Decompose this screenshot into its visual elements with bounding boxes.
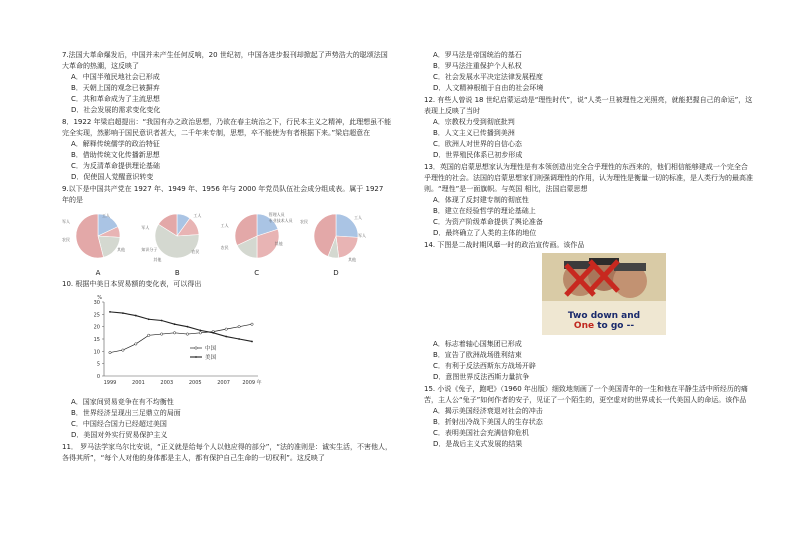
y-tick-label-1: 5: [96, 361, 100, 368]
series-1-line: [110, 312, 252, 342]
q15-option-b[interactable]: B．折射出冷战下美国人的生存状态: [433, 418, 543, 426]
q10-option-b[interactable]: B．世界经济呈现出三足鼎立的局面: [71, 409, 181, 417]
q8-stem: 8．1922 年梁启超提出：“我国有办之政治思想，乃欲在春主统治之下，行民本主义之精神，此理想虽不能完全实现，然影响于国民意识者甚大，二千年来专制，思想，卒不能使为有者根据下来。”梁启超意在: [62, 118, 392, 137]
q12-stem: 12. 有些人曾说 18 世纪启蒙运动是“理性时代”，说“人类一旦被理性之光照亮，就能把握自己的命运”，这表现上反映了当时: [424, 96, 753, 115]
pie-letter-c: C: [254, 269, 260, 277]
q7-option-c[interactable]: C．共和革命成为了主流思想: [71, 95, 160, 103]
y-tick-label-3: 15: [93, 337, 100, 343]
q13-option-c[interactable]: C．为资产阶级革命提供了舆论准备: [433, 218, 543, 226]
series-0-point-9: [225, 328, 227, 330]
q9-stem: 9.以下是中国共产党在 1927 年、1949 年、1956 年与 2000 年党员队伍社会成分组成表。属于 1927 年的是: [62, 185, 384, 204]
series-1-point-10: [238, 338, 240, 340]
question-12: [424, 95, 754, 161]
pie-b-label-4: 知识分子: [141, 247, 158, 252]
poster-caption-to-go: to go --: [594, 321, 635, 331]
series-1-point-11: [251, 341, 253, 343]
pie-d-label-1: 工人: [353, 215, 362, 220]
q13-stem: 13．英国的启蒙思想家认为理性是有本领创造出完全合乎理性的东西来的，他们相信能够建成一个完全合乎理性的社会。法国的启蒙思想家们则强调理性的作用，认为理性是衡量一切的标准，是人类行为的最高准则。“理性”是一面旗帜。与英国 相比，法国启蒙思想: [424, 163, 753, 193]
q8-option-c[interactable]: C．为反清革命提供理论基础: [71, 162, 160, 170]
pie-a-label-1: 工人: [102, 213, 110, 218]
q11-option-c[interactable]: C．社会发展水平决定法律发展程度: [433, 73, 543, 81]
question-11: [62, 442, 392, 464]
x-tick-label-1: 2001: [132, 380, 145, 386]
pie-d[interactable]: [300, 208, 372, 268]
q15-option-c[interactable]: C．表明美国社会充满信仰危机: [433, 429, 529, 437]
pie-letter-a: A: [95, 269, 101, 277]
y-tick-label-4: 20: [93, 324, 100, 331]
pie-d-label-4: 其他: [347, 257, 356, 262]
pie-c-label-3: 工人: [220, 223, 229, 228]
question-10: [62, 279, 392, 441]
x-tick-label-2: 2003: [160, 380, 174, 386]
series-0-point-4: [160, 333, 162, 335]
question-8: [62, 117, 392, 183]
series-1-point-9: [225, 336, 227, 338]
series-0-point-3: [148, 334, 150, 336]
q14-option-b[interactable]: B．宣告了欧洲战场胜利结束: [433, 351, 522, 359]
series-0-point-10: [238, 325, 240, 327]
q12-option-c[interactable]: C．欧洲人对世界的自信心态: [433, 140, 522, 148]
pie-c-label-4: 农民: [220, 245, 229, 250]
legend-label-0: 中国: [205, 346, 217, 352]
series-1-point-8: [212, 332, 214, 334]
x-tick-label-0: 1999: [103, 380, 117, 386]
pie-letter-d: D: [333, 269, 339, 277]
q7-stem: 7.法国大革命爆发后，中国并未产生任何反响，20 世纪初，中国各进步报刊却掀起了声势浩大的聪颂法国大革命的热潮，这反映了: [62, 51, 388, 70]
legend-marker-0: [195, 347, 197, 349]
series-0-line: [110, 324, 252, 352]
series-1-point-6: [187, 326, 189, 328]
series-0-point-7: [199, 332, 201, 334]
q11-stem: 11． 罗马法学家乌尔比安说，“正义就是给每个人以他应得的部分”，“法的准则是：诚实生活，不害他人，各得其所”，“每个人对他的身体都是主人，都有保护自己生命的一切权利”。这反映了: [62, 443, 393, 462]
pie-c-label-2: 专业技术人员: [268, 218, 293, 223]
pie-chart-row: [62, 208, 372, 270]
pie-b-graphic: [141, 208, 213, 264]
pie-b-label-3: 农民: [191, 249, 200, 254]
pie-a[interactable]: [62, 208, 134, 268]
q11-option-d[interactable]: D．人文精神根植于自由的社会环境: [433, 84, 544, 92]
pie-c-label-5: 其他: [274, 241, 283, 246]
poster-caption: [542, 311, 666, 331]
q12-option-d[interactable]: D．世界殖民体系已初步形成: [433, 151, 523, 159]
poster-caption-line-2: [542, 321, 666, 331]
pie-b-label-2: 军人: [141, 225, 150, 230]
pie-letter-row: [62, 268, 372, 278]
question-11-options: [424, 50, 754, 94]
question-13: [424, 162, 754, 239]
series-1-point-4: [161, 320, 163, 322]
q10-option-d[interactable]: D．美国对外实行贸易保护主义: [71, 431, 168, 439]
question-14: [424, 240, 754, 383]
pie-b[interactable]: [141, 208, 213, 268]
q7-option-b[interactable]: B．天朝上国的观念已被摒弃: [71, 84, 160, 92]
q13-option-d[interactable]: D．最终确立了人类的主体的地位: [433, 229, 537, 237]
series-1-point-3: [148, 318, 150, 320]
q13-option-b[interactable]: B．建立在经验哲学的理论基础上: [433, 207, 536, 215]
q14-stem: 14. 下图是二战时期风靡一时的政治宣传画。该作品: [424, 241, 585, 249]
left-column: [62, 50, 392, 465]
q7-option-d[interactable]: D．社会发展的需求变化变化: [71, 106, 161, 114]
question-15: [424, 384, 754, 450]
q10-stem: 10. 根据中美日本贸易额的变化表，可以得出: [62, 280, 202, 288]
pie-d-label-2: 农民: [299, 219, 308, 224]
series-1-point-1: [122, 312, 124, 314]
series-0-point-1: [122, 349, 124, 351]
q15-option-a[interactable]: A．揭示美国经济衰退对社会的冲击: [433, 407, 543, 415]
q15-stem: 15. 小说《兔子，跑吧》（1960 年出版）细致地刻画了一个美国青年的一生和他在平静生活中所经历的痛苦，主人公“兔子”如何作者的安子，见证了一个陌生的，更空虚对的世界成长一代美国人的命运。该作品: [424, 385, 748, 404]
pie-b-label-1: 工人: [193, 213, 202, 218]
pie-a-label-4: 其他: [117, 247, 125, 252]
pie-c-label-1: 管理人员: [268, 212, 285, 217]
x-tick-label-3: 2005: [188, 380, 202, 386]
legend-marker-1: [195, 356, 197, 358]
q10-option-a[interactable]: A．国家间贸易竞争在有不均衡性: [71, 398, 174, 406]
q15-option-d[interactable]: D．是战后主义式发展的结果: [433, 440, 523, 448]
pie-a-graphic: [62, 208, 134, 264]
q8-option-b[interactable]: B．借助传统文化传播新思想: [71, 151, 160, 159]
legend-label-1: 美国: [205, 355, 217, 361]
poster-caption-one: One: [573, 321, 595, 331]
pie-a-label-3: 农民: [62, 237, 70, 242]
q8-option-a[interactable]: A．解释传统儒学的政治特征: [71, 140, 160, 148]
right-column: [424, 50, 754, 451]
pie-a-label-2: 军人: [62, 219, 70, 224]
q7-option-a[interactable]: A．中国半殖民地社会已形成: [71, 73, 160, 81]
poster-caption-line-1: Two down and: [567, 311, 641, 321]
x-tick-label-4: 2007: [217, 380, 230, 386]
q11-option-a[interactable]: A．罗马法是帝国统治的基石: [433, 51, 522, 59]
pie-b-label-5: 其他: [153, 257, 162, 262]
pie-letter-b: B: [174, 269, 180, 277]
q14-option-c[interactable]: C．有利于反法西斯东方战场开辟: [433, 362, 536, 370]
q11-option-b[interactable]: B．罗马法注重保护个人私权: [433, 62, 522, 70]
series-1-point-5: [174, 323, 176, 325]
q14-option-d[interactable]: D．意图世界反法西斯力量抗争: [433, 373, 530, 381]
series-1-point-0: [109, 311, 111, 313]
series-0-point-0: [109, 351, 111, 353]
pie-d-label-3: 军人: [357, 233, 366, 238]
series-0-point-2: [135, 343, 137, 345]
y-tick-label-2: 10: [93, 349, 100, 356]
q12-option-b[interactable]: B．人文主义已传播到美洲: [433, 129, 515, 137]
propaganda-poster: [542, 253, 666, 335]
q12-option-a[interactable]: A．宗教权力受到彻底批判: [433, 118, 515, 126]
series-1-point-7: [199, 329, 201, 331]
y-tick-label-6: 30: [93, 300, 100, 306]
q13-option-a[interactable]: A．体现了反封建专制的彻底性: [433, 196, 529, 204]
q14-option-a[interactable]: A．标志着轴心国集团已形成: [433, 340, 522, 348]
q10-option-c[interactable]: C．中国经合国力已经超过美国: [71, 420, 167, 428]
x-tick-label-5: 2009 年: [242, 380, 262, 386]
series-0-point-5: [173, 332, 175, 334]
y-tick-label-5: 25: [93, 312, 100, 319]
series-0-point-6: [186, 333, 188, 335]
question-7: [62, 50, 392, 116]
trade-line-chart: [78, 292, 348, 390]
pie-c[interactable]: [221, 208, 293, 268]
series-0-point-11: [251, 323, 253, 325]
y-axis-unit: %: [97, 295, 102, 301]
series-1-point-2: [135, 315, 137, 317]
question-9: [62, 184, 392, 278]
y-tick-label-0: 0: [96, 374, 100, 380]
q8-option-d[interactable]: D．促使国人觉醒意识转变: [71, 173, 154, 181]
